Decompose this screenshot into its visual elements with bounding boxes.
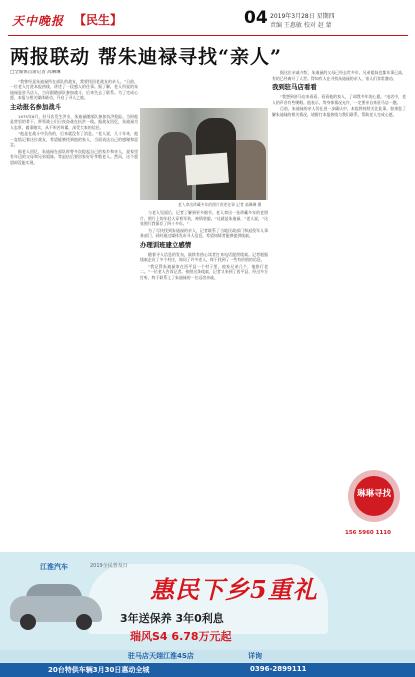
hotline-phone: 156 5960 1110 <box>345 530 391 536</box>
article-byline: □全媒体首席记者 高琳琳 <box>10 70 61 75</box>
photo-document <box>185 153 229 186</box>
subhead-2: 办理训班建立感情 <box>140 240 192 249</box>
issue-date: 2019年3月28日 星期四 <box>270 13 335 20</box>
article-paragraph: 随着寻人信息的发布，陆续有热心读者打来电话提供线索。记者根据线索走访了多个村庄，询问了许多老人，终于找到了一些有价值的信息。 <box>140 251 268 262</box>
ad-offer: 3年送保养 3年0利息 <box>120 612 224 625</box>
subhead-3: 我到驻马店看看 <box>272 83 317 91</box>
masthead <box>8 6 408 36</box>
article-paragraph: “我想到驻马店来看看，看看他的家人，了却我多年的心愿。”电话中，老人的声音有些哽咽。他表示，等身体情况允许，一定要亲自来驻马店一趟。 <box>272 94 406 105</box>
article-paragraph: “我记得朱迪禄家在西平县一个村子里，他家兄弟几个，他排行老二。”一位老人告诉记者。按照这条线索，记者又来到了西平县，经过多方打听，终于联系上了朱迪禄的一位远房亲戚。 <box>140 263 268 280</box>
article-column-3 <box>272 70 406 465</box>
headline-part-1: 两报联动 <box>10 46 91 68</box>
car-wheel-rear <box>76 614 92 630</box>
ad-brand: 江淮汽车 <box>40 563 68 571</box>
article-paragraph: 1975年8月，驻马店发生洪水，朱迪禄随部队参加抗洪抢险。当时他是营里的骨干，带领战士们日夜奋战在抗洪一线。据战友回忆，朱迪禄为人忠厚，做事踏实，从不叫苦叫累，深受大家的信任。 <box>10 113 138 130</box>
article-intro: “我曾经是朱迪禄所在部队的战友，我要找回老战友的亲人。”日前，一位老人打进本报热线，讲述了一段感人的往事。据了解，老人所说的朱迪禄是驻马店人，当年跟随部队参加战斗，后来失去了联系。为了完成心愿，本报与相关媒体联动，开启了寻人之旅。 <box>10 78 138 100</box>
article-paragraph: 据老人回忆，朱迪禄在部队时曾多次提起自己的家乡和亲人，说家里有年迈的父母和兄弟姐妹，等退伍后要回家好好孝敬老人。然而，这个愿望却没能实现。 <box>10 148 138 165</box>
news-photo <box>140 108 268 200</box>
car-advertisement <box>0 552 415 677</box>
editor-credits: 责编 王惠敏 校对 赵 蒙 <box>270 22 332 29</box>
ad-dealer-bar <box>0 650 415 662</box>
badge-label: 琳琳寻找 <box>356 489 391 499</box>
newspaper-logo: 天中晚报 <box>12 14 65 28</box>
article-column-1 <box>10 70 138 548</box>
ad-phone: 0396-2899111 <box>250 665 307 673</box>
article-column-2 <box>140 210 268 548</box>
ad-dealer: 驻马店天翊江淮4S店 <box>128 652 194 660</box>
page-number: 04 <box>244 8 268 28</box>
subhead-1: 主动报名参加战斗 <box>10 102 62 111</box>
ad-price: 6.78万元起 <box>171 630 232 643</box>
article-paragraph: 目前，朱迪禄的亲人仍在进一步确认中，本报将持续关注此事。如果您了解朱迪禄的相关情况，请拨打本报热线与我们联系，帮助老人完成心愿。 <box>272 106 406 117</box>
article-paragraph: “他是在战斗中负伤的，后来就没有了消息。”老人说，几十年来，他一直惦记着这位战友，希望能够找到他的家人，当面表达自己的感谢和思念。 <box>10 131 138 147</box>
headline-part-2: 帮朱迪禄寻找“亲人” <box>98 46 282 68</box>
search-badge <box>348 470 400 522</box>
photo-caption: 老人拿出珍藏多年的照片讲述往事 记者 高琳琳 摄 <box>178 202 262 207</box>
section-name: 【民生】 <box>74 13 123 27</box>
article-paragraph: 与老人见面后，记者了解到更多细节。老人拿出一张珍藏多年的老照片，照片上的年轻人穿着军装，神情坚毅。“这就是朱迪禄，”老人说，“这张照片我保存了四十多年。” <box>140 210 268 226</box>
ad-detail-label: 详询 <box>248 652 262 660</box>
car-wheel-front <box>20 614 36 630</box>
article-paragraph: 据这位亲戚介绍，朱迪禄的父母已经去世多年，兄弟姐妹也都年事已高，有的已经离开了人世。得知有人在寻找朱迪禄的亲人，家人们非常激动。 <box>272 70 406 81</box>
page-headline <box>10 42 410 69</box>
ad-model-price <box>130 628 232 644</box>
ad-headline: 惠民下乡5重礼 <box>150 575 318 604</box>
ad-brand-tag: 2019全民普及日 <box>90 563 128 569</box>
ad-event: 20台特供车辆3月30日惠动全城 <box>48 666 150 674</box>
article-paragraph: 为了尽快找到朱迪禄的亲人，记者联系了当地民政部门和退役军人事务部门，同时通过媒体发布寻人信息，希望知情者能够提供线索。 <box>140 227 268 238</box>
ad-model: 瑞风S4 <box>130 630 168 643</box>
